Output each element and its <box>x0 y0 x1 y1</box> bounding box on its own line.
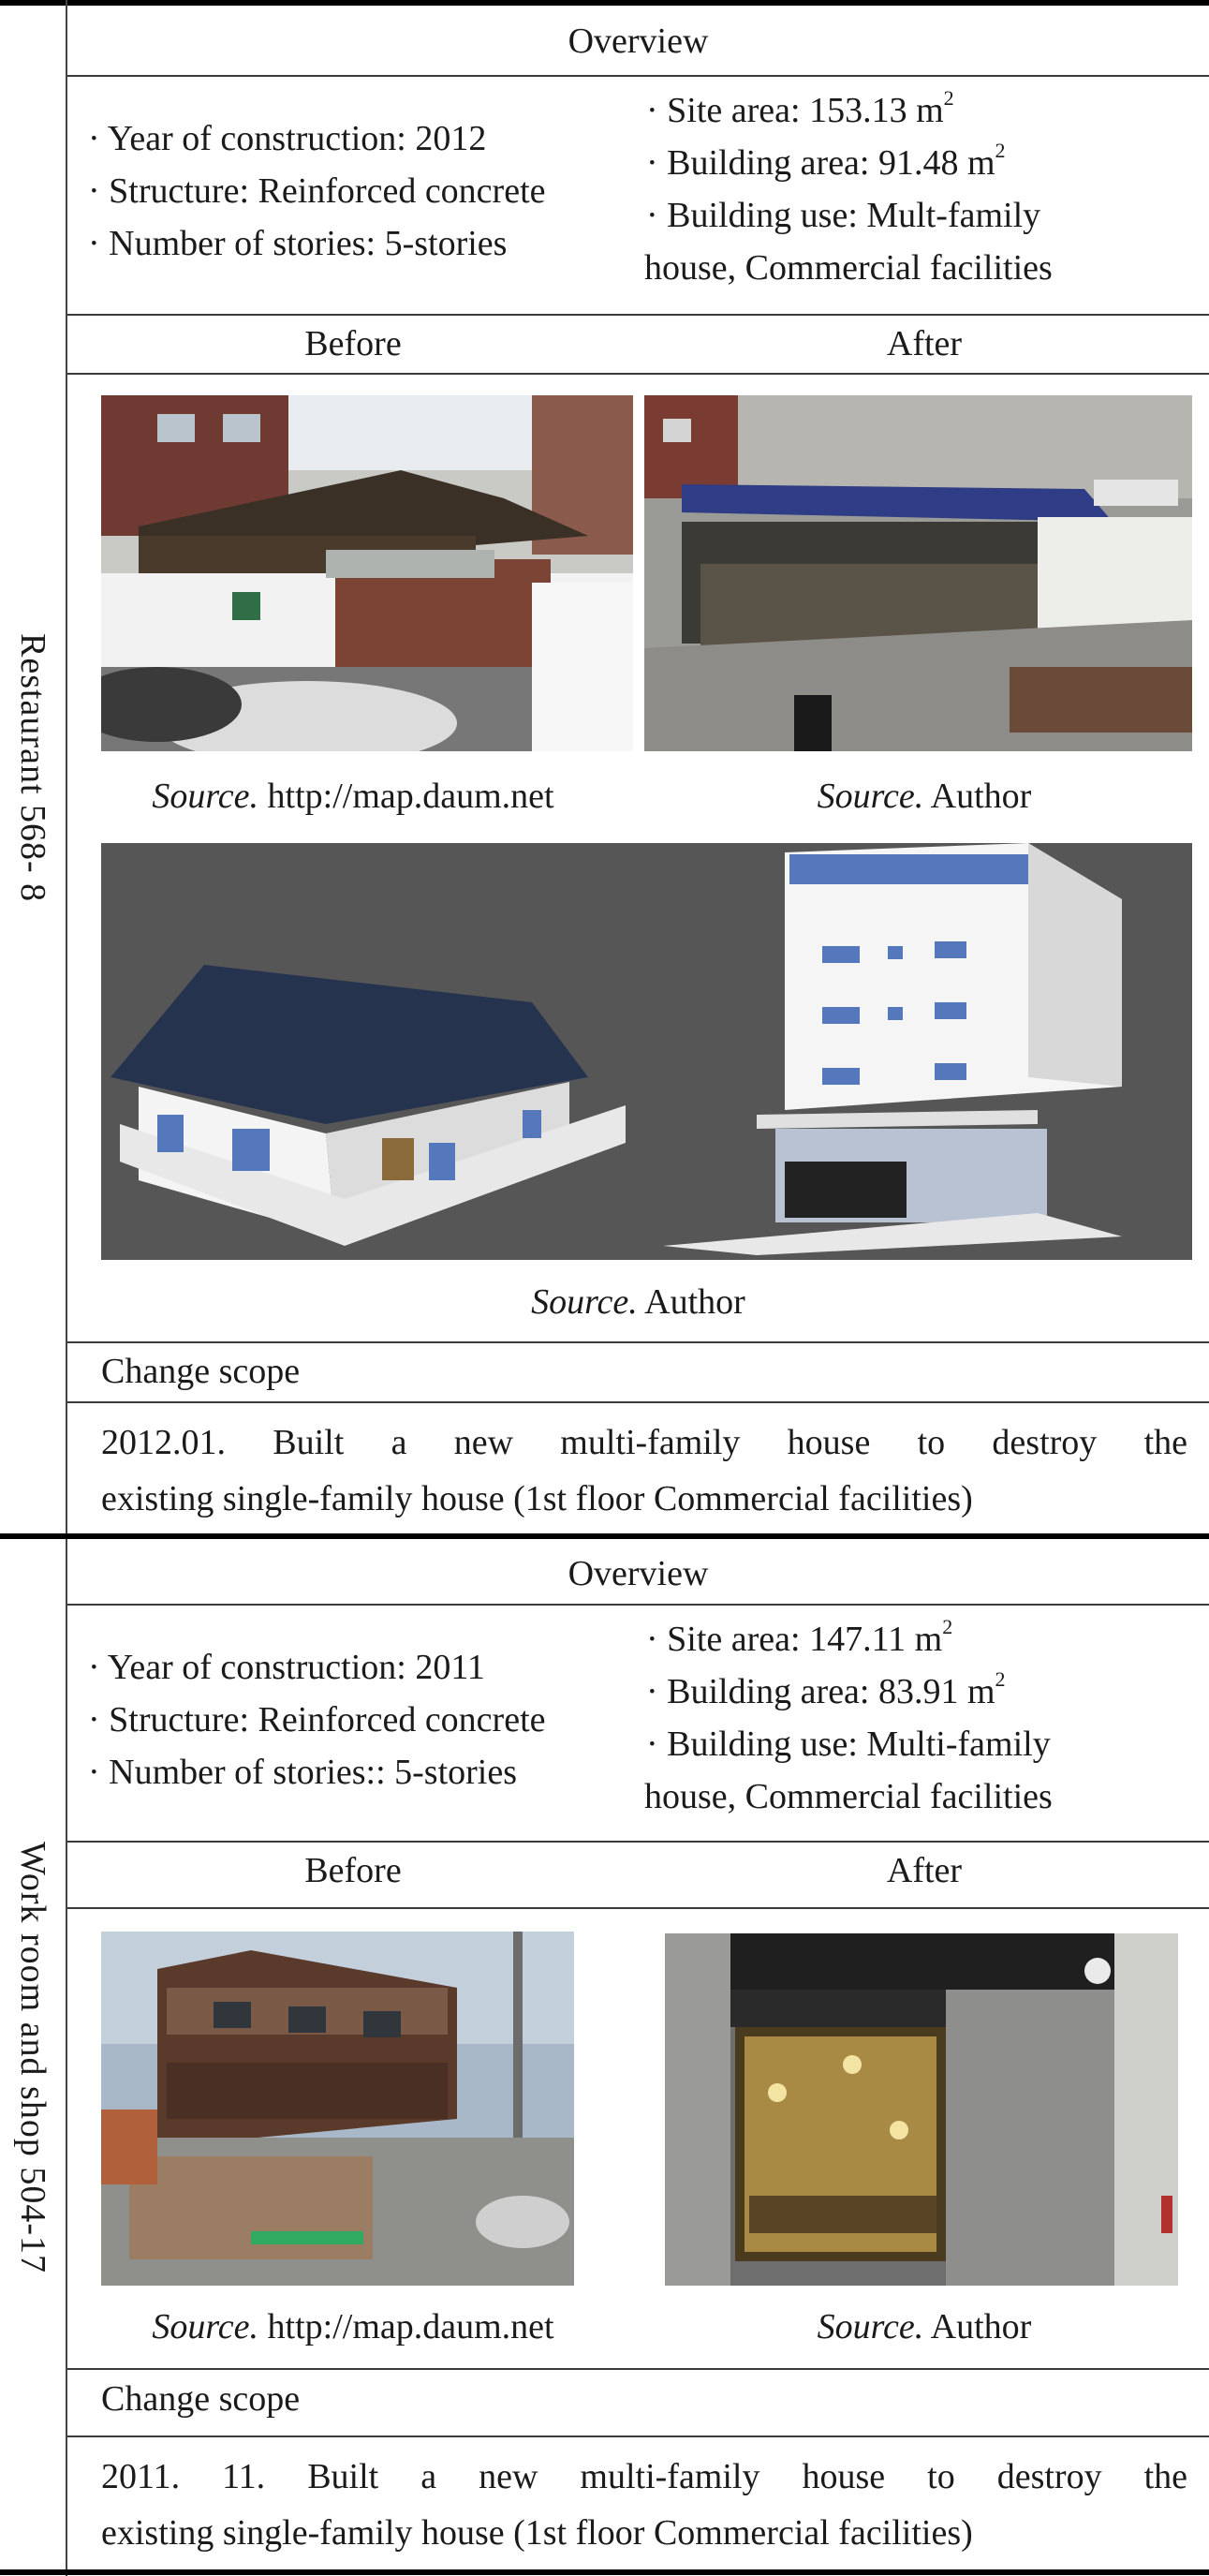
building-use-line1: · Building use: Mult-family <box>646 196 1041 235</box>
rule <box>67 1604 1209 1606</box>
before-heading: Before <box>304 1851 402 1890</box>
structure: · Structure: Reinforced concrete <box>88 1700 546 1740</box>
change-scope-heading: Change scope <box>101 1352 301 1391</box>
year-of-construction: · Year of construction: 2012 <box>88 119 487 158</box>
rule <box>67 1401 1209 1403</box>
source-after: Source. Author <box>817 777 1032 816</box>
rule <box>67 373 1209 375</box>
change-scope-line-2: existing single-family house (1st floor Commercial facilities) <box>101 1479 973 1518</box>
source-before: Source. http://map.daum.net <box>152 2307 554 2347</box>
site-area: · Site area: 153.13 $m^2$ <box>646 86 954 130</box>
overview-right <box>646 84 1053 294</box>
record-label-1 <box>0 0 66 1536</box>
rule <box>67 2368 1209 2370</box>
model-render <box>101 843 1192 1260</box>
record-divider-rule <box>0 1533 1209 1539</box>
overview-right <box>646 1613 1053 1823</box>
site-area: · Site area: 147.11 $m^2$ <box>646 1615 953 1659</box>
structure: · Structure: Reinforced concrete <box>88 171 546 211</box>
overview-left <box>88 112 546 270</box>
after-heading: After <box>886 1851 963 1890</box>
change-scope-heading: Change scope <box>101 2379 301 2419</box>
record-label-text: Restaurant 568- 8 <box>13 633 52 903</box>
after-photo <box>644 395 1192 751</box>
table-top-rule <box>0 0 1209 6</box>
change-scope-text <box>101 1414 1187 1527</box>
table-bottom-rule <box>0 2569 1209 2575</box>
overview-left <box>88 1641 546 1799</box>
label-column-divider <box>66 1539 67 2576</box>
source-after: Source. Author <box>817 2307 1032 2347</box>
after-heading: After <box>886 324 963 363</box>
before-photo <box>101 1932 574 2286</box>
before-photo <box>101 395 633 751</box>
change-scope-text <box>101 2449 1187 2561</box>
number-of-stories: · Number of stories: 5-stories <box>88 224 508 263</box>
change-scope-line-1: 2012.01. Built a new multi-family house to destroy the <box>101 1423 1187 1462</box>
rule <box>67 75 1209 77</box>
change-scope-line-1: 2011. 11. Built a new multi-family house to destroy the <box>101 2457 1187 2496</box>
building-area: · Building area: 91.48 $m^2$ <box>646 139 1006 183</box>
rule <box>67 314 1209 316</box>
record-label-text: Work room and shop 504-17 <box>13 1842 52 2273</box>
building-use-line1: · Building use: Multi-family <box>646 1725 1051 1764</box>
source-model: Source. Author <box>531 1282 745 1322</box>
building-use-line2: house, Commercial facilities <box>644 1777 1053 1816</box>
record-label-2 <box>0 1539 66 2576</box>
rule <box>67 1907 1209 1909</box>
rule <box>67 2435 1209 2437</box>
rule <box>67 1841 1209 1843</box>
building-area: · Building area: 83.91 $m^2$ <box>646 1667 1006 1711</box>
overview-heading: Overview <box>568 22 709 61</box>
number-of-stories: · Number of stories:: 5-stories <box>88 1753 518 1792</box>
overview-heading: Overview <box>568 1554 709 1593</box>
source-before: Source. http://map.daum.net <box>152 777 554 816</box>
rule <box>67 1341 1209 1343</box>
year-of-construction: · Year of construction: 2011 <box>88 1648 485 1687</box>
after-photo <box>665 1933 1178 2286</box>
building-use-line2: house, Commercial facilities <box>644 248 1053 288</box>
before-heading: Before <box>304 324 402 363</box>
change-scope-line-2: existing single-family house (1st floor Commercial facilities) <box>101 2513 973 2553</box>
